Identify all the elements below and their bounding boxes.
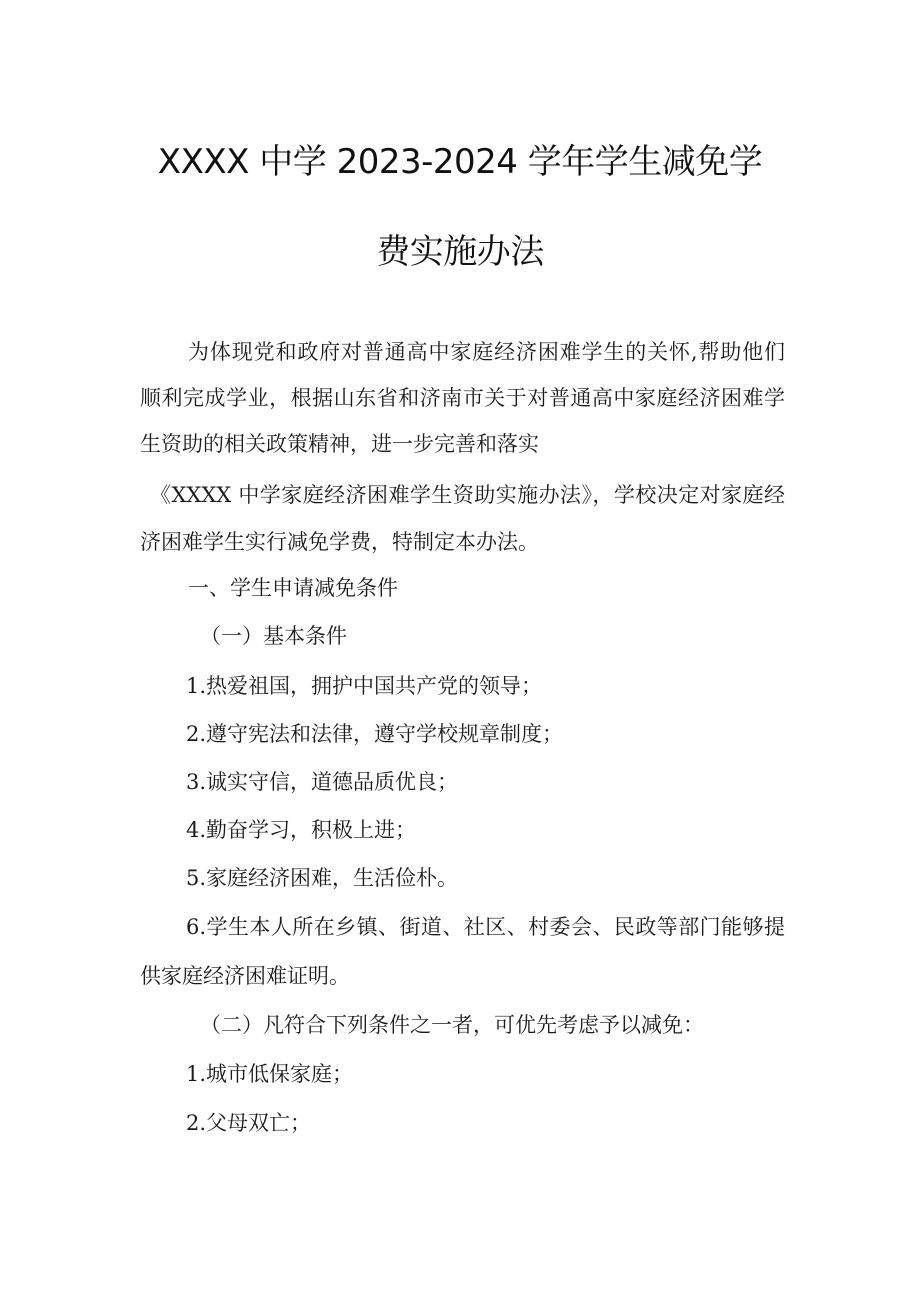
- intro-line-3: 生资助的相关政策精神，进一步完善和落实: [140, 432, 539, 456]
- list-item: 供家庭经济困难证明。: [140, 964, 350, 988]
- list-item: 2.遵守宪法和法律，遵守学校规章制度；: [186, 722, 564, 746]
- subsection-heading-2: （二）凡符合下列条件之一者，可优先考虑予以减免：: [200, 1013, 704, 1037]
- document-title-line-1: XXXX 中学 2023-2024 学年学生减免学: [157, 142, 763, 182]
- list-item: 2.父母双亡；: [186, 1111, 312, 1135]
- intro-line-2: 顺利完成学业，根据山东省和济南市关于对普通高中家庭经济困难学: [140, 386, 785, 410]
- list-item: 6.学生本人所在乡镇、街道、社区、村委会、民政等部门能够提: [186, 915, 785, 939]
- list-item: 4.勤奋学习，积极上进；: [186, 818, 417, 842]
- intro-line-4: 《XXXX 中学家庭经济困难学生资助实施办法》，学校决定对家庭经: [150, 483, 785, 507]
- intro-line-1: 为体现党和政府对普通高中家庭经济困难学生的关怀,帮助他们: [188, 340, 785, 364]
- list-item: 3.诚实守信，道德品质优良；: [186, 770, 459, 794]
- section-heading-1: 一、学生申请减免条件: [188, 576, 398, 600]
- subsection-heading-1: （一）基本条件: [200, 624, 347, 648]
- intro-line-5: 济困难学生实行减免学费，特制定本办法。: [140, 530, 539, 554]
- list-item: 1.城市低保家庭；: [186, 1062, 354, 1086]
- list-item: 1.热爱祖国，拥护中国共产党的领导；: [186, 674, 543, 698]
- document-title-line-2: 费实施办法: [376, 232, 544, 272]
- list-item: 5.家庭经济困难，生活俭朴。: [186, 866, 459, 890]
